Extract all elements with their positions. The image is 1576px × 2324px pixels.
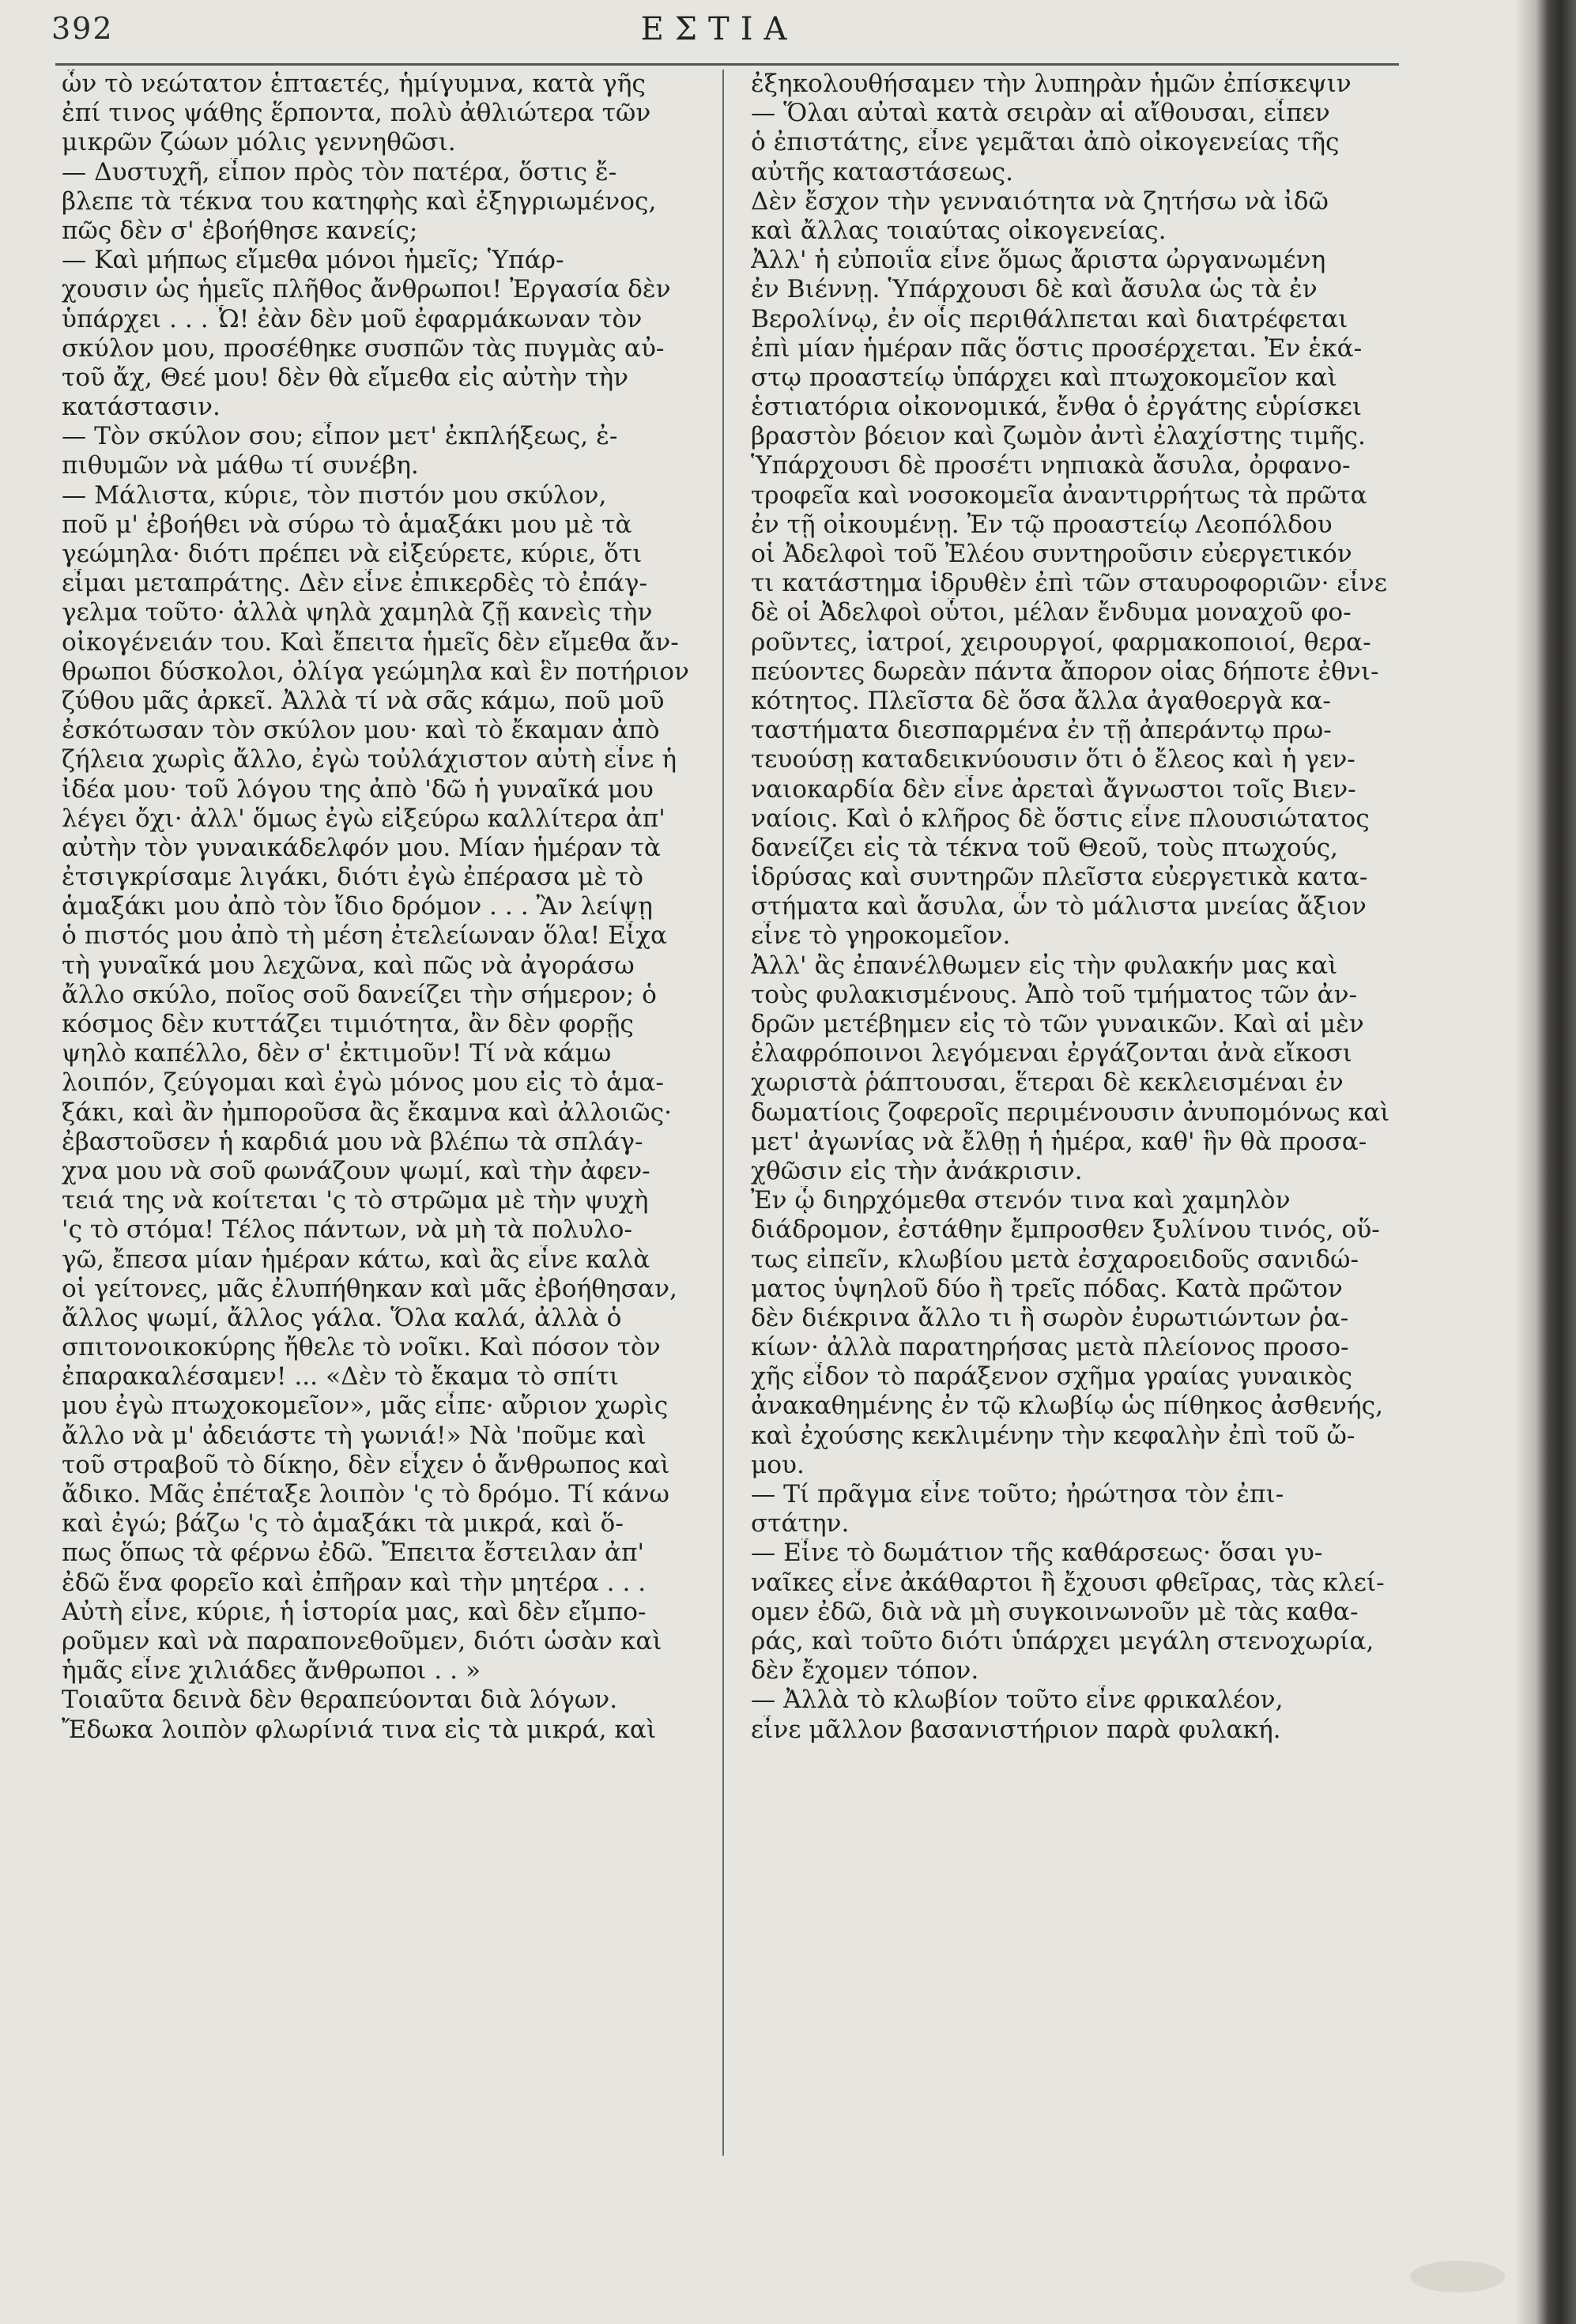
text-line: — Εἶνε τὸ δωμάτιον τῆς καθάρσεως· ὅσαι γυ-: [751, 1539, 1323, 1568]
text-line: βραστὸν βόειον καὶ ζωμὸν ἀντὶ ἐλαχίστης τιμῆς.: [751, 422, 1366, 451]
text-line: στῳ προαστείῳ ὑπάρχει καὶ πτωχοκομεῖον καὶ: [751, 363, 1337, 392]
text-line: δὲν διέκρινα ἄλλο τι ἢ σωρὸν ἐυρωτιώντων ῥα-: [751, 1303, 1349, 1332]
text-line: δὲν ἔχομεν τόπον.: [751, 1656, 979, 1686]
column-divider: [722, 70, 724, 2156]
text-line: αὐτὴν τὸν γυναικάδελφόν μου. Μίαν ἡμέραν τὰ: [62, 833, 661, 862]
text-line: ζύθου μᾶς ἀρκεῖ. Ἀλλὰ τί νὰ σᾶς κάμω, ποῦ μοῦ: [62, 686, 665, 715]
text-line: ἑστιατόρια οἰκονομικά, ἔνθα ὁ ἐργάτης εὑρίσκει: [751, 393, 1363, 422]
text-line: ναῖκες εἶνε ἀκάθαρτοι ἢ ἔχουσι φθεῖρας, τὰς κλεί-: [751, 1568, 1385, 1597]
text-line: σπιτονοικοκύρης ἤθελε τὸ νοῖκι. Καὶ πόσον τὸν: [62, 1333, 661, 1362]
text-line: καὶ ἄλλας τοιαύτας οἰκογενείας.: [751, 216, 1167, 245]
text-line: ἱδρύσας καὶ συντηρῶν πλεῖστα εὐεργετικὰ κατα-: [751, 863, 1368, 892]
text-line: ἐλαφρόποινοι λεγόμεναι ἐργάζονται ἀνὰ εἴκοσι: [751, 1039, 1352, 1068]
text-line: λέγει ὄχι· ἀλλ' ὅμως ἐγὼ εἰξεύρω καλλίτερα ἀπ': [62, 804, 665, 833]
text-line: ὁ πιστός μου ἀπὸ τὴ μέση ἐτελείωναν ὅλα! Εἶχα: [62, 921, 668, 951]
text-line: χῆς εἶδον τὸ παράξενον σχῆμα γραίας γυναικὸς: [751, 1362, 1353, 1392]
text-line: ἐν τῇ οἰκουμένῃ. Ἐν τῷ προαστείῳ Λεοπόλδου: [751, 510, 1333, 539]
text-line: ὑπάρχει . . . Ὦ! ἐὰν δὲν μοῦ ἐφαρμάκωναν τὸν: [62, 304, 643, 333]
text-line: τὴ γυναῖκά μου λεχῶνα, καὶ πῶς νὰ ἀγοράσω: [62, 951, 635, 980]
text-line: γελμα τοῦτο· ἀλλὰ ψηλὰ χαμηλὰ ζῇ κανεὶς τὴν: [62, 598, 653, 627]
text-line: ἐτσιγκρίσαμε λιγάκι, διότι ἐγὼ ἐπέρασα μὲ τὸ: [62, 863, 644, 892]
book-binding-edge: [1514, 0, 1576, 2324]
text-line: οἰκογένειάν του. Καὶ ἔπειτα ἡμεῖς δὲν εἴμεθα ἄν-: [62, 627, 679, 657]
left-column: [62, 70, 710, 1745]
text-line: χωριστὰ ῥάπτουσαι, ἕτεραι δὲ κεκλεισμέναι ἐν: [751, 1068, 1344, 1098]
text-line: ἐπί τινος ψάθης ἕρποντα, πολὺ ἀθλιώτερα τῶν: [62, 99, 651, 128]
text-line: τοῦ στραβοῦ τὸ δίκηο, δὲν εἶχεν ὁ ἄνθρωπος καὶ: [62, 1450, 670, 1479]
text-line: πως ὅπως τὰ φέρνω ἐδῶ. Ἔπειτα ἔστειλαν ἀπ': [62, 1539, 645, 1568]
text-line: δανείζει εἰς τὰ τέκνα τοῦ Θεοῦ, τοὺς πτωχούς,: [751, 833, 1338, 862]
text-line: ἐδῶ ἕνα φορεῖο καὶ ἐπῆραν καὶ τὴν μητέρα . . .: [62, 1568, 647, 1597]
text-line: ράς, καὶ τοῦτο διότι ὑπάρχει μεγάλη στενοχωρία,: [751, 1626, 1374, 1655]
text-line: θρωποι δύσκολοι, ὀλίγα γεώμηλα καὶ ἓν ποτήριον: [62, 657, 689, 686]
text-line: Δὲν ἔσχον τὴν γενναιότητα νὰ ζητήσω νὰ ἰδῶ: [751, 186, 1329, 216]
text-line: Βερολίνῳ, ἐν οἷς περιθάλπεται καὶ διατρέφεται: [751, 304, 1348, 333]
text-line: τευούσῃ καταδεικνύουσιν ὅτι ὁ ἔλεος καὶ ἡ γεν-: [751, 745, 1355, 774]
text-line: εἶμαι μεταπράτης. Δὲν εἶνε ἐπικερδὲς τὸ ἐπάγ-: [62, 569, 648, 598]
text-line: ἐβαστοῦσεν ἡ καρδιά μου νὰ βλέπω τὰ σπλάγ-: [62, 1127, 643, 1156]
text-line: ἀνακαθημένης ἐν τῷ κλωβίῳ ὡς πίθηκος ἀσθενής,: [751, 1392, 1384, 1421]
text-line: — Ἀλλὰ τὸ κλωβίον τοῦτο εἶνε φρικαλέον,: [751, 1686, 1284, 1715]
paper-stain: [1410, 2261, 1505, 2292]
text-line: Ἀλλ' ἂς ἐπανέλθωμεν εἰς τὴν φυλακήν μας καὶ: [751, 951, 1338, 980]
text-line: δωματίοις ζοφεροῖς περιμένουσιν ἀνυπομόνως καὶ: [751, 1098, 1390, 1127]
text-line: Ἐν ᾧ διηρχόμεθα στενόν τινα καὶ χαμηλὸν: [751, 1186, 1291, 1215]
text-line: γῶ, ἔπεσα μίαν ἡμέραν κάτω, καὶ ἂς εἶνε καλὰ: [62, 1245, 650, 1274]
text-line: 'ς τὸ στόμα! Τέλος πάντων, νὰ μὴ τὰ πολυλο-: [62, 1215, 632, 1245]
text-line: ναίοις. Καὶ ὁ κλῆρος δὲ ὅστις εἶνε πλουσιώτατος: [751, 804, 1370, 833]
text-line: ἐπὶ μίαν ἡμέραν πᾶς ὅστις προσέρχεται. Ἐν ἑκά-: [751, 333, 1363, 363]
text-line: ἄλλος ψωμί, ἄλλος γάλα. Ὅλα καλά, ἀλλὰ ὁ: [62, 1303, 622, 1332]
text-line: μου ἐγὼ πτωχοκομεῖον», μᾶς εἶπε· αὔριον χωρὶς: [62, 1392, 669, 1421]
text-line: σκύλον μου, προσέθηκε συσπῶν τὰς πυγμὰς αὐ-: [62, 333, 665, 363]
text-line: ἡμᾶς εἶνε χιλιάδες ἄνθρωποι . . »: [62, 1656, 481, 1686]
text-line: κατάστασιν.: [62, 393, 221, 422]
text-line: ροῦντες, ἰατροί, χειρουργοί, φαρμακοποιοί, θερα-: [751, 627, 1371, 657]
text-line: Ἔδωκα λοιπὸν φλωρίνιά τινα εἰς τὰ μικρά, καὶ: [62, 1715, 657, 1744]
text-line: χουσιν ὡς ἡμεῖς πλῆθος ἄνθρωποι! Ἐργασία δὲν: [62, 275, 671, 304]
text-line: τως εἰπεῖν, κλωβίου μετὰ ἐσχαροειδοῦς σανιδώ-: [751, 1245, 1359, 1274]
text-line: ἄδικο. Μᾶς ἐπέταξε λοιπὸν 'ς τὸ δρόμο. Τί κάνω: [62, 1480, 669, 1509]
text-line: πεύοντες δωρεὰν πάντα ἄπορον οἱας δήποτε ἐθνι-: [751, 657, 1379, 686]
text-line: χνα μου νὰ σοῦ φωνάζουν ψωμί, καὶ τὴν ἀφεν-: [62, 1156, 650, 1185]
text-line: στάτην.: [751, 1509, 850, 1539]
text-line: ζήλεια χωρὶς ἄλλο, ἐγὼ τοὐλάχιστον αὐτὴ εἶνε ἡ: [62, 745, 677, 774]
text-line: ἐξηκολουθήσαμεν τὴν λυπηρὰν ἡμῶν ἐπίσκεψιν: [751, 70, 1352, 98]
text-line: Αὐτὴ εἶνε, κύριε, ἡ ἱστορία μας, καὶ δὲν εἴμπο-: [62, 1597, 647, 1626]
text-line: πιθυμῶν νὰ μάθω τί συνέβη.: [62, 451, 419, 480]
text-line: ροῦμεν καὶ νὰ παραπονεθοῦμεν, διότι ὡσὰν καὶ: [62, 1626, 662, 1655]
text-line: ἁμαξάκι μου ἀπὸ τὸν ἴδιο δρόμον . . . Ἂν λείψῃ: [62, 892, 653, 921]
text-line: οἱ Ἀδελφοὶ τοῦ Ἐλέου συντηροῦσιν εὐεργετικόν: [751, 540, 1352, 568]
text-line: λοιπόν, ζεύγομαι καὶ ἐγὼ μόνος μου εἰς τὸ ἁμα-: [62, 1068, 664, 1098]
right-column: [751, 70, 1399, 1745]
text-line: Ἀλλ' ἡ εὐποιΐα εἶνε ὅμως ἄριστα ὠργανωμένη: [751, 246, 1326, 275]
text-line: — Καὶ μήπως εἴμεθα μόνοι ἡμεῖς; Ὑπάρ-: [62, 246, 564, 275]
text-line: ομεν ἐδῶ, διὰ νὰ μὴ συγκοινωνοῦν μὲ τὰς καθα-: [751, 1597, 1359, 1626]
header-rule: [55, 63, 1399, 66]
page-header: [47, 6, 1391, 54]
text-line: ψηλὸ καπέλλο, δὲν σ' ἐκτιμοῦν! Τί νὰ κάμω: [62, 1039, 612, 1068]
text-line: ἐσκότωσαν τὸν σκύλον μου· καὶ τὸ ἔκαμαν ἀπὸ: [62, 716, 660, 745]
text-line: ξάκι, καὶ ἂν ἠμποροῦσα ἂς ἔκαμνα καὶ ἀλλοιῶς·: [62, 1098, 673, 1127]
text-line: εἶνε τὸ γηροκομεῖον.: [751, 921, 1011, 951]
text-line: βλεπε τὰ τέκνα του κατηφὴς καὶ ἐξηγριωμένος,: [62, 186, 657, 216]
text-line: ναιοκαρδία δὲν εἶνε ἀρεταὶ ἄγνωστοι τοῖς Βιεν-: [751, 774, 1356, 804]
text-line: πῶς δὲν σ' ἐβοήθησε κανείς;: [62, 216, 418, 245]
text-line: Ὑπάρχουσι δὲ προσέτι νηπιακὰ ἄσυλα, ὀρφανο-: [751, 451, 1351, 480]
text-line: — Ὅλαι αὐταὶ κατὰ σειρὰν αἱ αἴθουσαι, εἶπεν: [751, 99, 1330, 128]
text-line: τειά της νὰ κοίτεται 'ς τὸ στρῶμα μὲ τὴν ψυχὴ: [62, 1186, 649, 1215]
text-line: δρῶν μετέβημεν εἰς τὸ τῶν γυναικῶν. Καὶ αἱ μὲν: [751, 1010, 1364, 1038]
text-line: κόσμος δὲν κυττάζει τιμιότητα, ἂν δὲν φορῇς: [62, 1010, 634, 1038]
text-line: ματος ὑψηλοῦ δύο ἢ τρεῖς πόδας. Κατὰ πρῶτον: [751, 1274, 1343, 1303]
text-line: ὧν τὸ νεώτατον ἑπταετές, ἡμίγυμνα, κατὰ γῆς: [62, 70, 646, 98]
text-line: κίων· ἀλλὰ παρατηρήσας μετὰ πλείονος προσο-: [751, 1333, 1349, 1362]
text-line: ἰδέα μου· τοῦ λόγου της ἀπὸ 'δῶ ἡ γυναῖκά μου: [62, 774, 654, 804]
text-line: ὁ ἐπιστάτης, εἶνε γεμᾶται ἀπὸ οἰκογενείας τῆς: [751, 128, 1340, 157]
text-line: δὲ οἱ Ἀδελφοὶ οὗτοι, μέλαν ἔνδυμα μοναχοῦ φο-: [751, 598, 1352, 627]
text-line: ἄλλο σκύλο, ποῖος σοῦ δανείζει τὴν σήμερον; ὁ: [62, 980, 657, 1009]
text-line: ταστήματα διεσπαρμένα ἐν τῇ ἀπεράντῳ πρω-: [751, 716, 1332, 745]
text-line: ποῦ μ' ἐβοήθει νὰ σύρω τὸ ἁμαξάκι μου μὲ τὰ: [62, 510, 632, 539]
text-line: καὶ ἐγώ; βάζω 'ς τὸ ἁμαξάκι τὰ μικρά, καὶ ὅ-: [62, 1509, 624, 1539]
text-line: κότητος. Πλεῖστα δὲ ὅσα ἄλλα ἀγαθοεργὰ κα-: [751, 686, 1331, 715]
text-line: τροφεῖα καὶ νοσοκομεῖα ἀναντιρρήτως τὰ πρῶτα: [751, 480, 1367, 510]
page-number: 392: [51, 11, 114, 46]
text-line: οἱ γείτονες, μᾶς ἐλυπήθηκαν καὶ μᾶς ἐβοήθησαν,: [62, 1274, 677, 1303]
text-line: εἶνε μᾶλλον βασανιστήριον παρὰ φυλακή.: [751, 1715, 1281, 1744]
text-line: χθῶσιν εἰς τὴν ἀνάκρισιν.: [751, 1156, 1083, 1185]
text-line: στήματα καὶ ἄσυλα, ὧν τὸ μάλιστα μνείας ἄξιον: [751, 892, 1367, 921]
text-line: ἐπαρακαλέσαμεν! ... «Δὲν τὸ ἔκαμα τὸ σπίτι: [62, 1362, 620, 1392]
text-line: Τοιαῦτα δεινὰ δὲν θεραπεύονται διὰ λόγων.: [62, 1686, 618, 1715]
text-line: — Μάλιστα, κύριε, τὸν πιστόν μου σκύλον,: [62, 480, 607, 510]
text-line: μου.: [751, 1450, 805, 1479]
text-line: ἄλλο νὰ μ' ἀδειάστε τὴ γωνιά!» Νὰ 'ποῦμε καὶ: [62, 1421, 647, 1450]
text-line: καὶ ἐχούσης κεκλιμένην τὴν κεφαλὴν ἐπὶ τοῦ ὤ-: [751, 1421, 1355, 1450]
text-line: μικρῶν ζώων μόλις γεννηθῶσι.: [62, 128, 456, 157]
running-title: ΕΣΤΙΑ: [640, 11, 798, 47]
text-line: διάδρομον, ἐστάθην ἔμπροσθεν ξυλίνου τινός, οὕ-: [751, 1215, 1380, 1245]
text-line: γεώμηλα· διότι πρέπει νὰ εἰξεύρετε, κύριε, ὅτι: [62, 540, 643, 568]
text-line: τοὺς φυλακισμένους. Ἀπὸ τοῦ τμήματος τῶν ἀν-: [751, 980, 1358, 1009]
text-line: — Δυστυχῆ, εἶπον πρὸς τὸν πατέρα, ὅστις ἔ-: [62, 157, 617, 186]
text-line: ἐν Βιέννῃ. Ὑπάρχουσι δὲ καὶ ἄσυλα ὡς τὰ ἐν: [751, 275, 1318, 304]
text-line: — Τὸν σκύλον σου; εἶπον μετ' ἐκπλήξεως, ἐ-: [62, 422, 618, 451]
text-line: τοῦ ἄχ, Θεέ μου! δὲν θὰ εἴμεθα εἰς αὐτὴν τὴν: [62, 363, 629, 392]
text-line: μετ' ἀγωνίας νὰ ἔλθῃ ἡ ἡμέρα, καθ' ἣν θὰ προσα-: [751, 1127, 1367, 1156]
text-line: τι κατάστημα ἱδρυθὲν ἐπὶ τῶν σταυροφοριῶν· εἶνε: [751, 569, 1387, 598]
text-line: — Τί πρᾶγμα εἶνε τοῦτο; ἠρώτησα τὸν ἐπι-: [751, 1480, 1284, 1509]
text-line: αὐτῆς καταστάσεως.: [751, 157, 1014, 186]
